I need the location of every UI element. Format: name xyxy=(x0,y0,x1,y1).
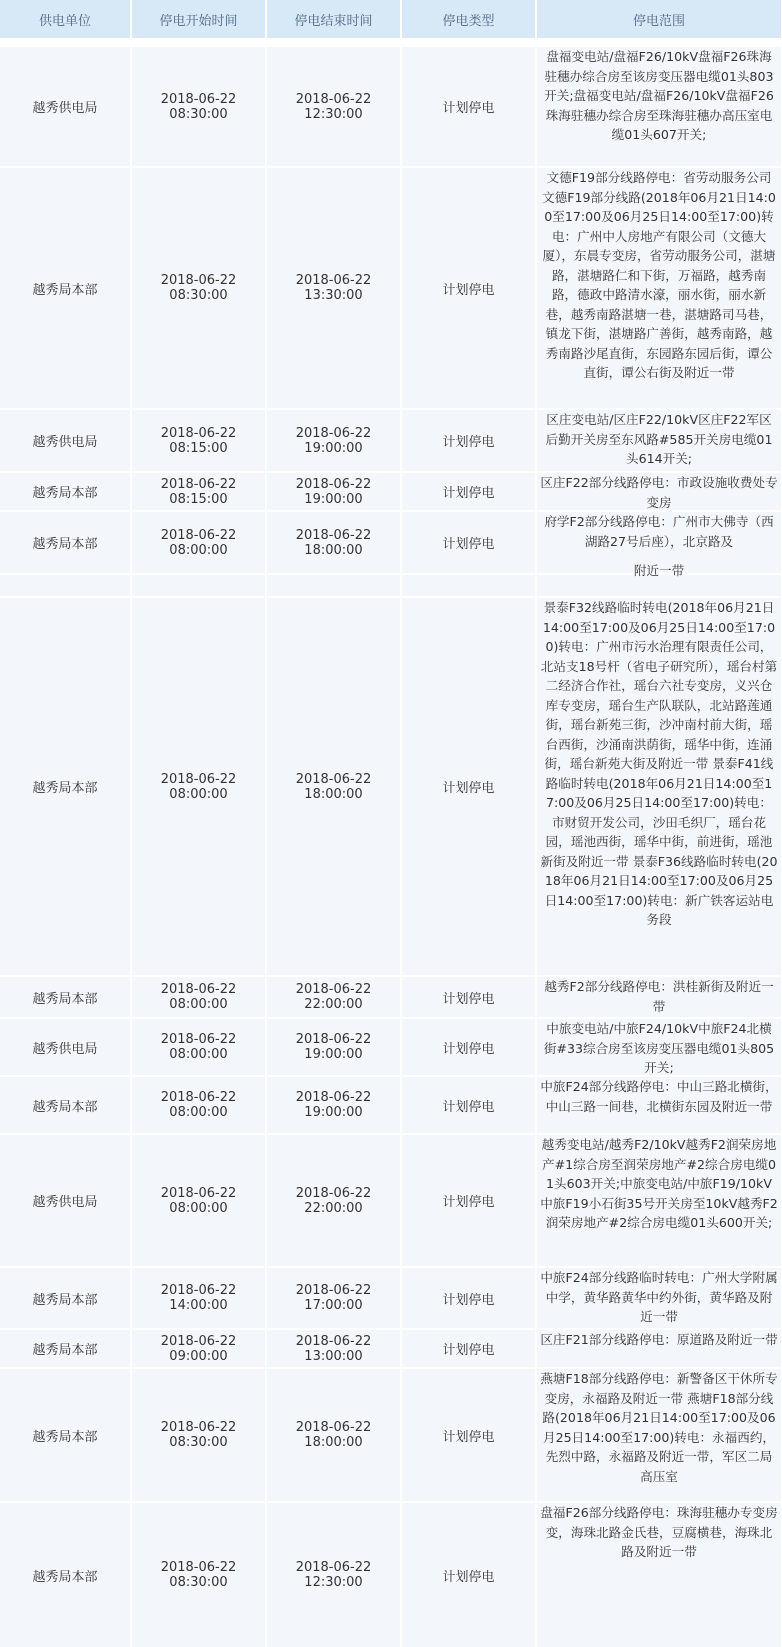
outage-type-cell: 计划停电 xyxy=(402,47,535,166)
end-time-cell: 2018-06-22 13:00:00 xyxy=(267,1330,400,1367)
scope-cell xyxy=(537,1135,781,1266)
outage-type-cell: 计划停电 xyxy=(402,1503,535,1647)
scope-text: 附近一带 xyxy=(633,563,685,578)
unit-cell xyxy=(0,575,130,596)
outage-type-cell: 计划停电 xyxy=(402,977,535,1017)
end-time-cell: 2018-06-22 13:30:00 xyxy=(267,168,400,408)
table-row xyxy=(0,47,782,166)
start-time-cell: 2018-06-22 08:00:00 xyxy=(132,1077,265,1133)
scope-cell xyxy=(537,1503,781,1647)
table-row xyxy=(0,1268,782,1328)
scope-text: 燕塘F18部分线路停电：新警备区干休所专变房，永福路及附近一带 燕塘F18部分线路(2018年06月21日14:00至17:00及06月25日14:00至17:00)转电：永福西约，先烈中路，永福路及附近一带，军区二局高压室 xyxy=(540,1371,778,1484)
scope-cell xyxy=(537,598,781,975)
scope-cell xyxy=(537,1268,781,1328)
start-time-cell: 2018-06-22 08:30:00 xyxy=(132,47,265,166)
start-time-cell: 2018-06-22 08:00:00 xyxy=(132,598,265,975)
outage-type-cell: 计划停电 xyxy=(402,1077,535,1133)
scope-text: 府学F2部分线路停电：广州市大佛寺（西湖路27号后座），北京路及 xyxy=(544,514,774,549)
end-time-cell: 2018-06-22 19:00:00 xyxy=(267,473,400,510)
outage-type-cell: 计划停电 xyxy=(402,1330,535,1367)
table-row xyxy=(0,1135,782,1266)
unit-cell: 越秀供电局 xyxy=(0,1019,130,1075)
scope-cell xyxy=(537,977,781,1017)
table-row xyxy=(0,977,782,1017)
outage-type-cell: 计划停电 xyxy=(402,168,535,408)
scope-cell xyxy=(537,473,781,510)
scope-text: 中旅F24部分线路临时转电：广州大学附属中学，黄华路黄华中约外街，黄华路及附近一带 xyxy=(540,1270,778,1324)
start-time-cell: 2018-06-22 14:00:00 xyxy=(132,1268,265,1328)
start-time-cell: 2018-06-22 08:15:00 xyxy=(132,410,265,471)
table-row xyxy=(0,1330,782,1367)
start-time-cell: 2018-06-22 08:15:00 xyxy=(132,473,265,510)
outage-type-cell: 计划停电 xyxy=(402,473,535,510)
outage-type-cell: 计划停电 xyxy=(402,1369,535,1501)
scope-text: 盘福F26部分线路停电：珠海驻穗办专变房变，海珠北路金氏巷，豆腐横巷，海珠北路及附近一带 xyxy=(540,1505,778,1559)
unit-cell: 越秀局本部 xyxy=(0,598,130,975)
outage-type-cell: 计划停电 xyxy=(402,598,535,975)
table-row xyxy=(0,1369,782,1501)
table-row xyxy=(0,168,782,408)
unit-cell: 越秀局本部 xyxy=(0,1268,130,1328)
scope-text: 越秀F2部分线路停电：洪桂新街及附近一带 xyxy=(544,979,774,1014)
unit-cell: 越秀供电局 xyxy=(0,1135,130,1266)
unit-cell: 越秀局本部 xyxy=(0,512,130,573)
scope-text: 文德F19部分线路停电：省劳动服务公司 文德F19部分线路(2018年06月21日14:00至17:00及06月25日14:00至17:00)转电：广州中人房地产有限公司（文德大厦），东晨专变房，省劳动服务公司，湛塘路，湛塘路仁和下街，万福路，越秀南路，德政中路清水濠，丽水街，丽水新巷，越秀南路湛塘一巷，湛塘路司马巷，镇龙下街，湛塘路广善街，越秀南路，越秀南路沙尾直街，东园路东园后街，谭公直街，谭公右街及附近一带 xyxy=(542,170,776,380)
table-row xyxy=(0,1019,782,1075)
start-time-cell: 2018-06-22 09:00:00 xyxy=(132,1330,265,1367)
scope-text: 区庄F21部分线路停电：原道路及附近一带 xyxy=(540,1332,778,1347)
scope-cell xyxy=(537,1330,781,1367)
end-time-cell xyxy=(267,575,400,596)
start-time-cell: 2018-06-22 08:00:00 xyxy=(132,512,265,573)
unit-cell: 越秀局本部 xyxy=(0,977,130,1017)
start-time-cell: 2018-06-22 08:00:00 xyxy=(132,1019,265,1075)
outage-type-cell: 计划停电 xyxy=(402,512,535,573)
end-time-cell: 2018-06-22 19:00:00 xyxy=(267,410,400,471)
end-time-cell: 2018-06-22 12:30:00 xyxy=(267,47,400,166)
start-time-cell: 2018-06-22 08:30:00 xyxy=(132,1369,265,1501)
column-header: 停电类型 xyxy=(402,0,535,38)
unit-cell: 越秀局本部 xyxy=(0,1077,130,1133)
scope-cell xyxy=(537,168,781,408)
unit-cell: 越秀局本部 xyxy=(0,1503,130,1647)
column-header: 停电范围 xyxy=(537,0,781,38)
table-row xyxy=(0,563,782,596)
unit-cell: 越秀局本部 xyxy=(0,1369,130,1501)
scope-cell xyxy=(537,1369,781,1501)
scope-text: 区庄F22部分线路停电：市政设施收费处专变房 xyxy=(540,475,778,510)
end-time-cell: 2018-06-22 18:00:00 xyxy=(267,598,400,975)
table-row xyxy=(0,1077,782,1133)
table-row xyxy=(0,473,782,510)
table-row xyxy=(0,598,782,975)
column-header: 停电结束时间 xyxy=(267,0,400,38)
scope-cell xyxy=(537,1077,781,1133)
scope-text: 盘福变电站/盘福F26/10kV盘福F26珠海驻穗办综合房至该房变压器电缆01头803开关;盘福变电站/盘福F26/10kV盘福F26珠海驻穗办综合房至珠海驻穗办高压室电缆01头607开关; xyxy=(544,49,774,142)
scope-cell xyxy=(537,47,781,166)
start-time-cell: 2018-06-22 08:00:00 xyxy=(132,1135,265,1266)
outage-type-cell: 计划停电 xyxy=(402,410,535,471)
outage-type-cell: 计划停电 xyxy=(402,1268,535,1328)
unit-cell: 越秀供电局 xyxy=(0,410,130,471)
end-time-cell: 2018-06-22 22:00:00 xyxy=(267,977,400,1017)
end-time-cell: 2018-06-22 22:00:00 xyxy=(267,1135,400,1266)
table-header xyxy=(0,0,782,38)
table-row xyxy=(0,410,782,471)
end-time-cell: 2018-06-22 12:30:00 xyxy=(267,1503,400,1647)
scope-cell xyxy=(537,563,781,596)
end-time-cell: 2018-06-22 18:00:00 xyxy=(267,512,400,573)
scope-cell xyxy=(537,410,781,471)
start-time-cell: 2018-06-22 08:00:00 xyxy=(132,977,265,1017)
unit-cell: 越秀局本部 xyxy=(0,1330,130,1367)
table-row xyxy=(0,1503,782,1647)
end-time-cell: 2018-06-22 17:00:00 xyxy=(267,1268,400,1328)
end-time-cell: 2018-06-22 19:00:00 xyxy=(267,1019,400,1075)
unit-cell: 越秀局本部 xyxy=(0,168,130,408)
outage-type-cell xyxy=(402,575,535,596)
start-time-cell xyxy=(132,575,265,596)
scope-text: 区庄变电站/区庄F22/10kV区庄F22军区后勤开关房至东风路#585开关房电缆01头614开关; xyxy=(545,412,773,466)
outage-type-cell: 计划停电 xyxy=(402,1019,535,1075)
scope-text: 越秀变电站/越秀F2/10kV越秀F2润荣房地产#1综合房至润荣房地产#2综合房电缆01头603开关;中旅变电站/中旅F19/10kV中旅F19小石街35号开关房至10kV越秀F2润荣房地产#2综合房电缆01头600开关; xyxy=(540,1137,778,1230)
scope-cell xyxy=(537,1019,781,1075)
start-time-cell: 2018-06-22 08:30:00 xyxy=(132,168,265,408)
scope-text: 中旅变电站/中旅F24/10kV中旅F24北横街#33综合房至该房变压器电缆01头805开关; xyxy=(543,1021,775,1075)
column-header: 停电开始时间 xyxy=(132,0,265,38)
column-header: 供电单位 xyxy=(0,0,130,38)
end-time-cell: 2018-06-22 18:00:00 xyxy=(267,1369,400,1501)
unit-cell: 越秀局本部 xyxy=(0,473,130,510)
scope-text: 景泰F32线路临时转电(2018年06月21日14:00至17:00及06月25日14:00至17:00)转电：广州市污水治理有限责任公司，北站支18号杆（省电子研究所），瑶台村第二经济合作社，瑶台六社专变房，义兴仓库专变房，瑶台生产队联队，北站路莲通街，瑶台新苑三街，沙冲南村前大街，瑶台西街，沙涌南洪荫街，瑶华中街，连涌街，瑶台新苑大街及附近一带 景泰F41线路临时转电(2018年06月21日14:00至17:00及06月25日14:00至17:00)转电：市财贸开发公司，沙田毛织厂，瑶台花园，瑶池西街，瑶华中街，前进街，瑶池新街及附近一带 景泰F36线路临时转电(2018年06月21日14:00至17:00及06月25日14:00至17:00)转电：新广铁客运站电务段 xyxy=(540,600,778,927)
outage-type-cell: 计划停电 xyxy=(402,1135,535,1266)
end-time-cell: 2018-06-22 19:00:00 xyxy=(267,1077,400,1133)
start-time-cell: 2018-06-22 08:30:00 xyxy=(132,1503,265,1647)
scope-text: 中旅F24部分线路停电：中山三路北横街，中山三路一间巷，北横街东园及附近一带 xyxy=(540,1079,778,1114)
unit-cell: 越秀供电局 xyxy=(0,47,130,166)
